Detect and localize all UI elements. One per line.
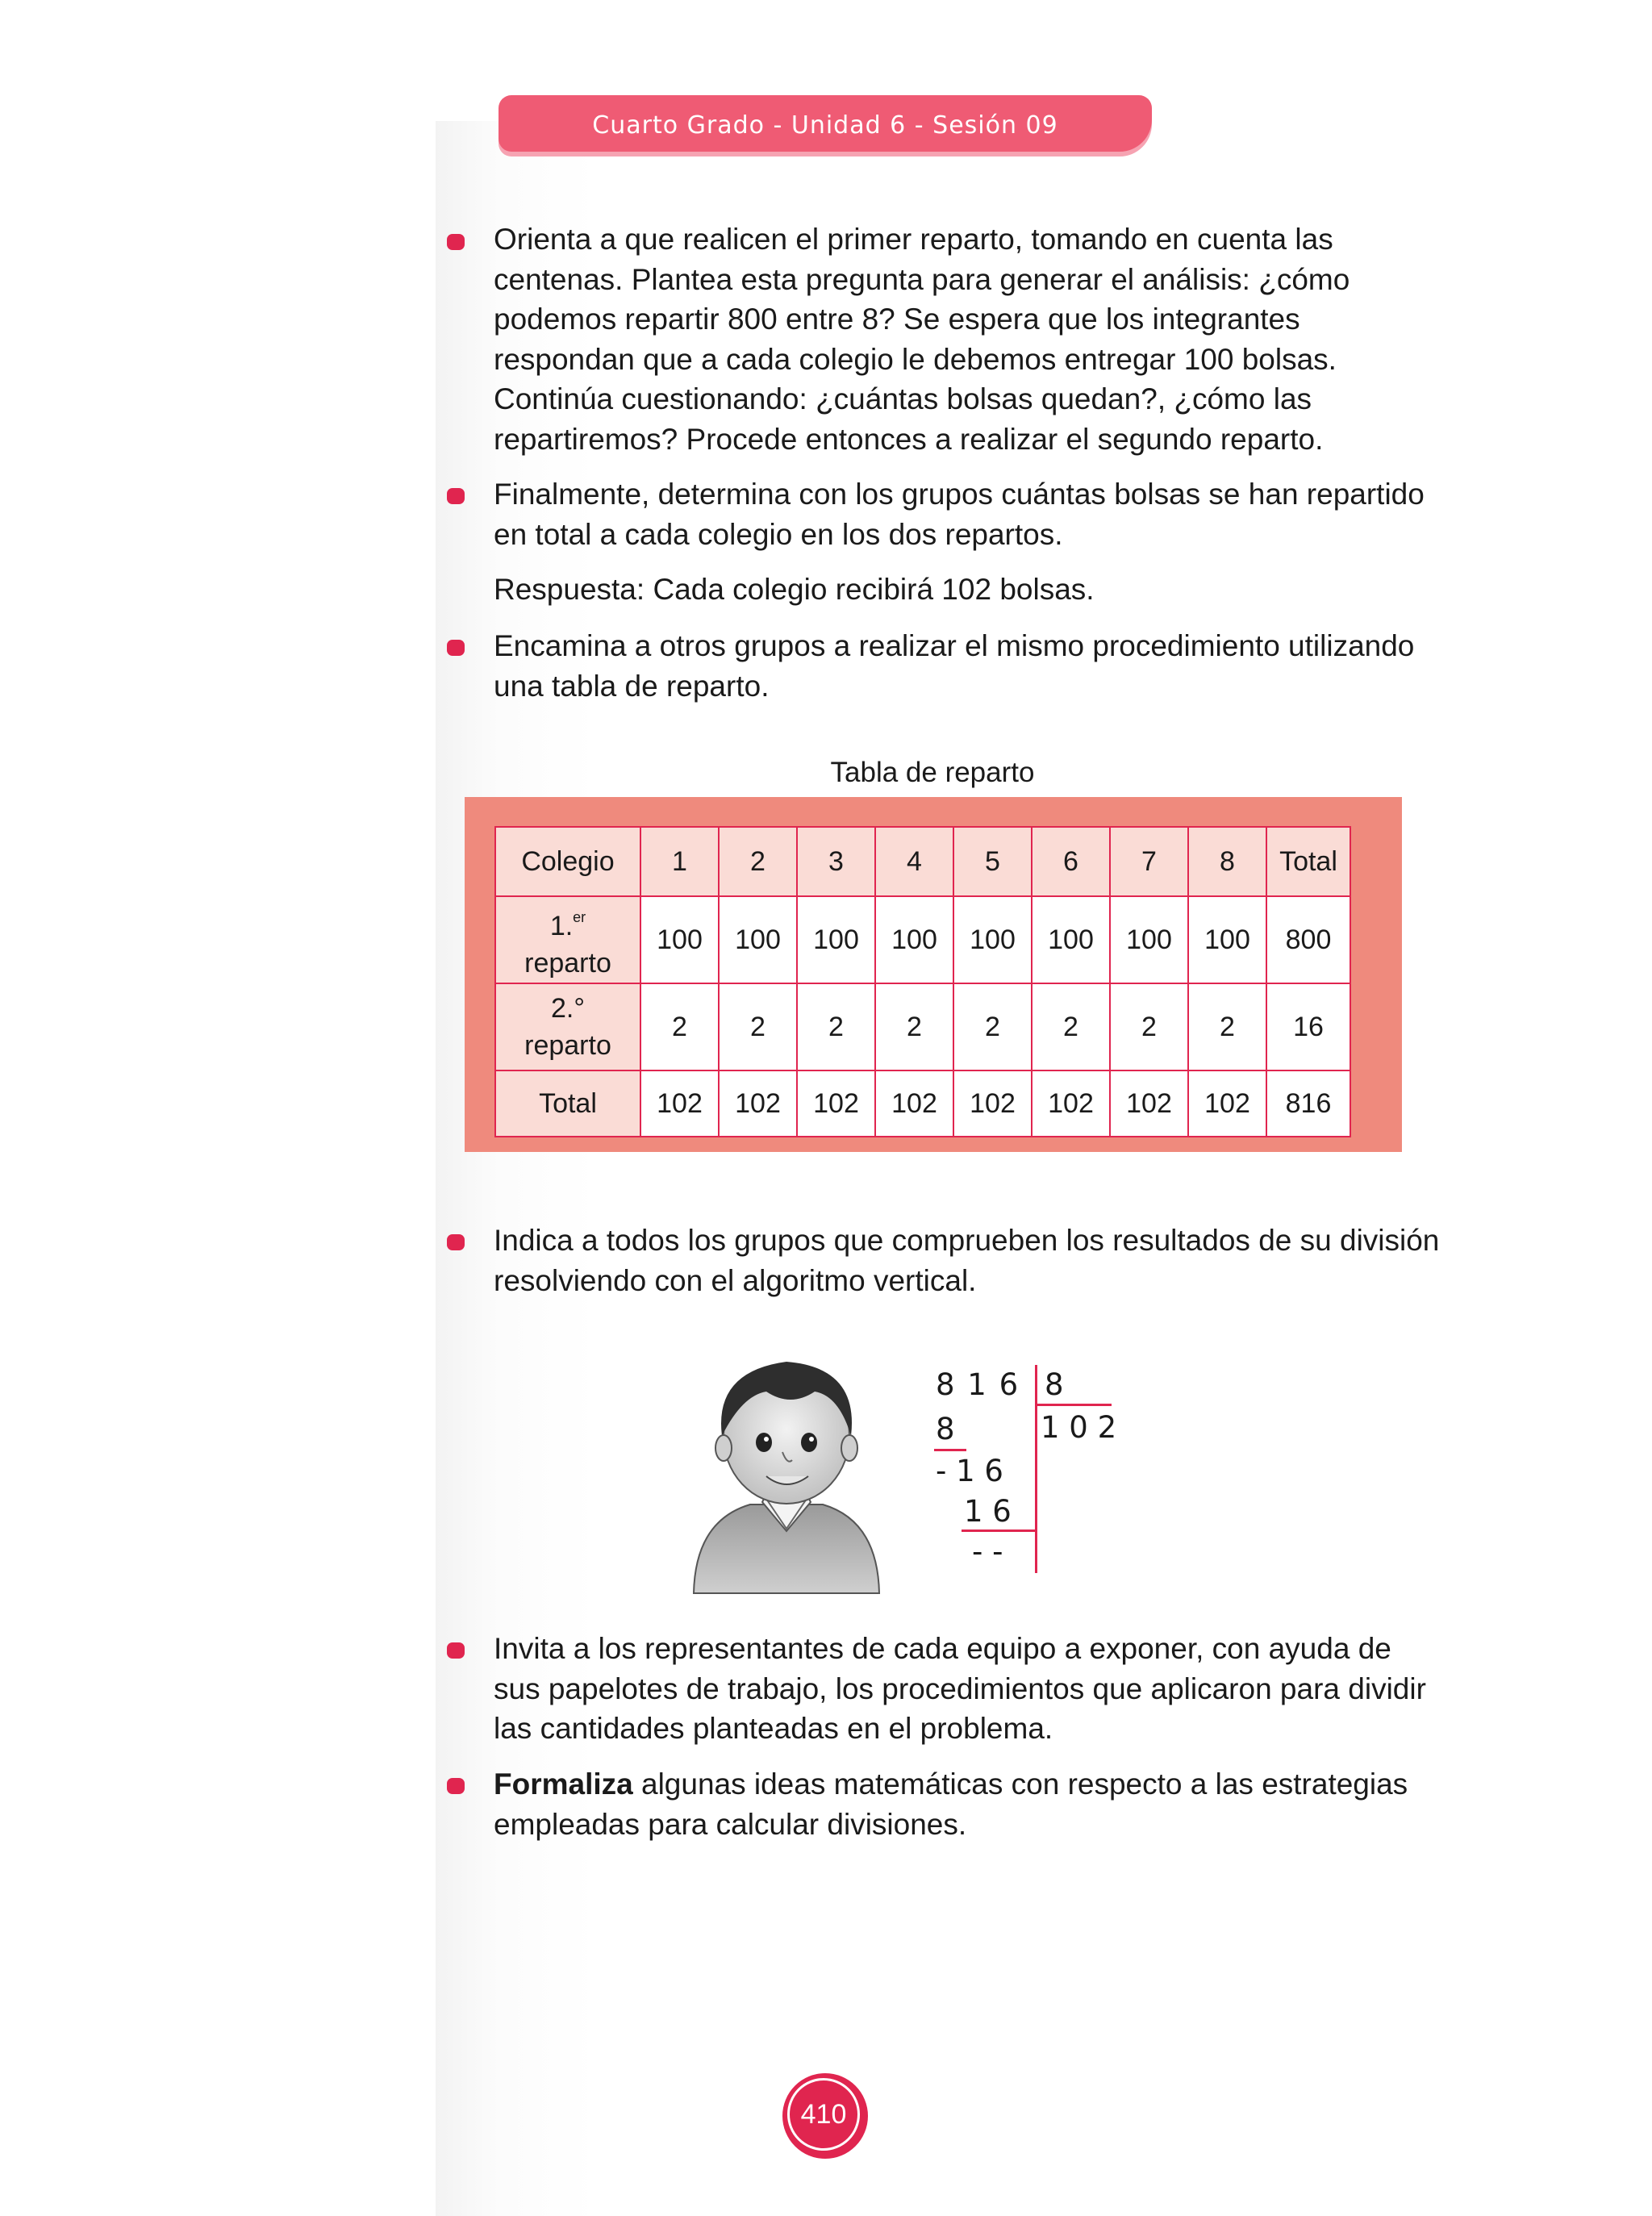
table-row [495, 1070, 1350, 1137]
paragraph-orienta: Orienta a que realicen el primer reparto, tomando en cuenta las centenas. Plantea esta pregunta para generar el análisis: ¿cómo podemos repartir 800 entre 8? Se espera que los integrantes respondan que a cada colegio le debemos entregar 100 bolsas. Continúa cuestionando: ¿cuántas bolsas quedan?, ¿cómo las repartiremos? Procede entonces a realizar el segundo reparto. [494, 223, 1350, 456]
table-row [495, 983, 1350, 1070]
paragraph-formaliza [494, 1764, 1446, 1844]
table-cell: 2 [1188, 983, 1266, 1070]
table-header-cell: Total [1266, 827, 1350, 896]
division-step-1: 8 [936, 1412, 955, 1446]
table-cell: 102 [719, 1070, 797, 1137]
table-cell: 102 [797, 1070, 875, 1137]
bullet-icon [447, 1642, 465, 1659]
paragraph-indica: Indica a todos los grupos que comprueben los resultados de su división resolviendo con el algoritmo vertical. [494, 1224, 1440, 1297]
table-cell: 100 [640, 896, 719, 983]
table-cell: 2 [719, 983, 797, 1070]
table-cell: 16 [1266, 983, 1350, 1070]
table-header-cell: 8 [1188, 827, 1266, 896]
table-header-cell: 2 [719, 827, 797, 896]
table-header-cell: 7 [1110, 827, 1188, 896]
division-vertical-line [1035, 1365, 1037, 1573]
table-row [495, 896, 1350, 983]
page-number: 410 [787, 2078, 860, 2151]
table-cell: 2 [1110, 983, 1188, 1070]
table-header-cell: 1 [640, 827, 719, 896]
table-cell: 100 [1032, 896, 1110, 983]
paragraph-invita: Invita a los representantes de cada equipo a exponer, con ayuda de sus papelotes de trabajo, los procedimientos que aplicaron para dividir las cantidades planteadas en el problema. [494, 1632, 1426, 1745]
table-cell: 102 [1032, 1070, 1110, 1137]
distribution-table-frame [465, 797, 1402, 1152]
vertical-division [928, 1363, 1170, 1581]
table-cell: 102 [1110, 1070, 1188, 1137]
row-label: 1.$^{er}$ reparto [495, 896, 640, 983]
table-cell: 816 [1266, 1070, 1350, 1137]
table-cell: 2 [797, 983, 875, 1070]
table-cell: 100 [719, 896, 797, 983]
table-cell: 100 [1110, 896, 1188, 983]
division-subtract-line [962, 1529, 1036, 1532]
formaliza-rest: algunas ideas matemáticas con respecto a las estrategias empleadas para calcular divisiones. [494, 1767, 1408, 1841]
paragraph-encamina: Encamina a otros grupos a realizar el mismo procedimiento utilizando una tabla de reparto. [494, 629, 1415, 703]
bullet-icon [447, 488, 465, 504]
table-cell: 102 [953, 1070, 1032, 1137]
paragraph-respuesta: Respuesta: Cada colegio recibirá 102 bolsas. [494, 573, 1095, 606]
division-remainder: - - [972, 1534, 1003, 1569]
formaliza-bold: Formaliza [494, 1767, 633, 1801]
division-dividend: 8 1 6 [936, 1367, 1020, 1402]
table-header-cell: 6 [1032, 827, 1110, 896]
table-header-cell: 3 [797, 827, 875, 896]
table-cell: 100 [875, 896, 953, 983]
bullet-icon [447, 640, 465, 656]
boy-illustration [686, 1347, 887, 1597]
session-header [499, 95, 1152, 152]
bullet-icon [447, 1234, 465, 1250]
bullet-icon [447, 234, 465, 250]
table-cell: 100 [797, 896, 875, 983]
division-step-3: 1 6 [964, 1494, 1012, 1529]
table-cell: 100 [1188, 896, 1266, 983]
page-number-badge [782, 2073, 868, 2159]
table-cell: 2 [1032, 983, 1110, 1070]
table-header-row [495, 827, 1350, 896]
table-cell: 2 [640, 983, 719, 1070]
division-quotient: 1 0 2 [1041, 1410, 1117, 1445]
division-subtract-line [934, 1449, 966, 1451]
table-cell: 2 [953, 983, 1032, 1070]
table-header-cell: 4 [875, 827, 953, 896]
table-cell: 2 [875, 983, 953, 1070]
row-label: 2.° reparto [495, 983, 640, 1070]
paragraph-finalmente: Finalmente, determina con los grupos cuántas bolsas se han repartido en total a cada colegio en los dos repartos. [494, 478, 1425, 551]
division-divisor: 8 [1045, 1367, 1064, 1402]
session-title: Cuarto Grado - Unidad 6 - Sesión 09 [592, 111, 1058, 140]
table-cell: 102 [640, 1070, 719, 1137]
table-cell: 102 [875, 1070, 953, 1137]
row-label: Total [495, 1070, 640, 1137]
division-step-2: - 1 6 [936, 1454, 1003, 1488]
table-header-cell: 5 [953, 827, 1032, 896]
table-header-cell: Colegio [495, 827, 640, 896]
table-cell: 100 [953, 896, 1032, 983]
table-cell: 102 [1188, 1070, 1266, 1137]
division-quotient-line [1035, 1404, 1112, 1406]
table-caption: Tabla de reparto [830, 757, 1035, 788]
table-cell: 800 [1266, 896, 1350, 983]
bullet-icon [447, 1778, 465, 1794]
distribution-table [494, 826, 1351, 1137]
